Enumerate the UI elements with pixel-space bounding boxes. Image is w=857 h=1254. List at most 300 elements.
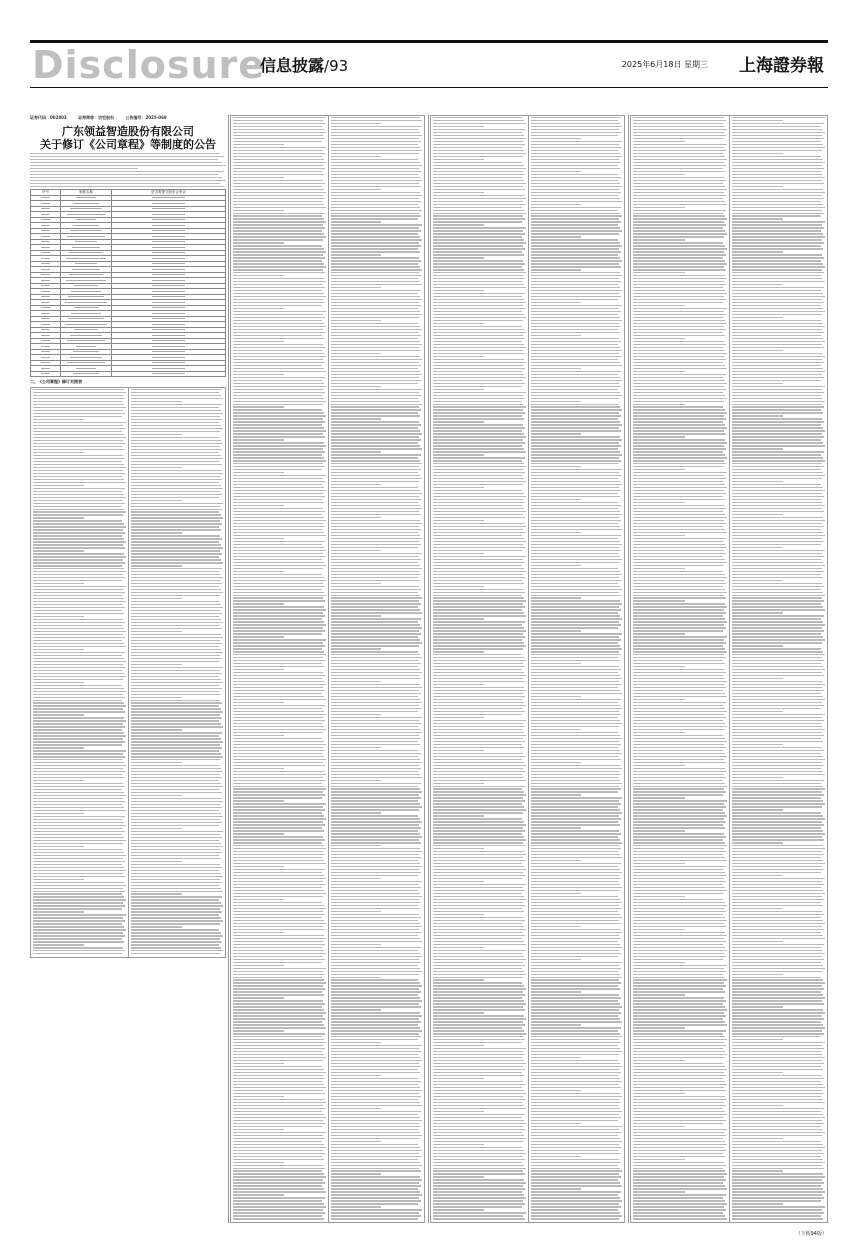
text-line <box>433 520 484 521</box>
text-line <box>233 953 326 954</box>
text-line <box>131 759 220 760</box>
text-line <box>633 711 727 712</box>
text-line <box>633 1156 725 1157</box>
text-line <box>732 150 822 151</box>
text-line <box>331 1206 381 1207</box>
text-line <box>531 421 621 422</box>
text-line <box>531 1209 619 1210</box>
text-line <box>331 132 421 133</box>
text-line <box>33 780 84 781</box>
text-line <box>433 162 522 163</box>
text-line <box>131 840 219 841</box>
text-line <box>233 398 324 399</box>
text-line <box>233 791 323 792</box>
text-line <box>331 129 419 130</box>
text-line <box>433 266 522 267</box>
text-line <box>33 786 125 787</box>
text-line <box>131 801 223 802</box>
text-line <box>531 448 619 449</box>
text-line <box>33 482 126 483</box>
text-line <box>633 1176 724 1177</box>
text-line <box>233 1168 325 1169</box>
text-line <box>331 1159 419 1160</box>
text-line <box>633 359 726 360</box>
text-line <box>331 1063 420 1064</box>
text-line <box>531 117 622 118</box>
text-line <box>732 708 821 709</box>
text-line <box>331 1150 423 1151</box>
text-line <box>33 702 124 703</box>
text-line <box>732 436 824 437</box>
text-line <box>30 183 220 184</box>
text-line <box>233 1018 325 1019</box>
text-line <box>433 490 522 491</box>
text-line <box>732 1009 823 1010</box>
text-line <box>233 1153 325 1154</box>
text-line <box>433 201 523 202</box>
text-line <box>633 383 727 384</box>
text-line <box>531 389 619 390</box>
text-line <box>531 1153 621 1154</box>
text-line <box>633 971 726 972</box>
text-line <box>433 538 524 539</box>
text-line <box>531 920 620 921</box>
text-line <box>233 884 325 885</box>
text-line <box>732 302 824 303</box>
text-line <box>131 461 220 462</box>
text-line <box>233 347 325 348</box>
text-line <box>331 645 420 646</box>
text-line <box>531 311 622 312</box>
text-line <box>633 938 724 939</box>
text-line <box>331 1045 423 1046</box>
text-line <box>732 869 824 870</box>
text-line <box>331 424 422 425</box>
text-line <box>433 642 524 643</box>
text-line <box>531 1105 619 1106</box>
text-line <box>633 1054 727 1055</box>
text-line <box>531 827 581 828</box>
text-line <box>331 1141 381 1142</box>
text-line <box>331 627 423 628</box>
text-line <box>633 985 726 986</box>
text-line <box>732 794 824 795</box>
text-line <box>531 577 620 578</box>
text-line <box>233 851 323 852</box>
text-line <box>633 762 726 763</box>
page-number: /93 <box>324 57 349 75</box>
text-line <box>531 669 622 670</box>
text-line <box>433 777 524 778</box>
text-line <box>131 774 220 775</box>
text-line <box>233 675 325 676</box>
text-line <box>531 1081 623 1082</box>
text-line <box>33 697 125 698</box>
text-line <box>331 1144 419 1145</box>
text-line <box>131 843 221 844</box>
text-line <box>331 1012 421 1013</box>
text-line <box>331 323 419 324</box>
text-line <box>531 994 620 995</box>
text-line <box>732 1057 825 1058</box>
text-line <box>633 1111 725 1112</box>
text-line <box>531 1147 622 1148</box>
text-line <box>233 1000 323 1001</box>
text-line <box>633 409 725 410</box>
original-column <box>631 116 729 1222</box>
text-line <box>732 1000 822 1001</box>
text-line <box>331 123 381 124</box>
text-line <box>331 1087 421 1088</box>
text-line <box>732 123 824 124</box>
text-line <box>131 452 219 453</box>
text-line <box>732 466 824 467</box>
text-line <box>433 359 524 360</box>
text-line <box>433 1206 522 1207</box>
text-line <box>732 866 822 867</box>
text-line <box>433 836 524 837</box>
text-line <box>732 923 825 924</box>
text-line <box>433 872 523 873</box>
text-line <box>233 213 325 214</box>
text-line <box>531 210 619 211</box>
text-line <box>233 1102 326 1103</box>
text-line <box>433 681 525 682</box>
text-line <box>233 974 325 975</box>
text-line <box>531 714 622 715</box>
text-line <box>433 869 526 870</box>
text-line <box>732 165 822 166</box>
text-line <box>33 837 124 838</box>
text-line <box>233 991 322 992</box>
text-line <box>633 636 727 637</box>
text-line <box>732 284 783 285</box>
text-line <box>131 685 220 686</box>
text-line <box>331 953 421 954</box>
text-line <box>433 1075 524 1076</box>
text-line <box>233 257 325 258</box>
text-line <box>131 798 221 799</box>
text-line <box>331 1096 422 1097</box>
text-line <box>33 523 124 524</box>
text-line <box>33 389 124 390</box>
text-line <box>233 120 323 121</box>
text-line <box>531 245 623 246</box>
text-line <box>331 165 423 166</box>
text-line <box>331 687 423 688</box>
text-line <box>331 1185 422 1186</box>
text-line <box>331 827 422 828</box>
text-line <box>633 305 685 306</box>
text-line <box>33 738 123 739</box>
text-line <box>732 129 823 130</box>
text-line <box>732 941 783 942</box>
text-line <box>331 1215 422 1216</box>
text-line <box>732 383 783 384</box>
text-line <box>531 741 620 742</box>
text-line <box>233 765 325 766</box>
text-line <box>331 971 423 972</box>
text-line <box>433 1194 524 1195</box>
text-line <box>633 535 685 536</box>
text-line <box>531 627 619 628</box>
text-line <box>433 988 526 989</box>
text-line <box>633 690 723 691</box>
text-line <box>33 777 124 778</box>
text-line <box>633 1194 726 1195</box>
text-line <box>331 651 419 652</box>
text-line <box>531 275 623 276</box>
text-line <box>331 314 423 315</box>
text-line <box>433 260 523 261</box>
text-line <box>531 538 619 539</box>
text-line <box>531 430 622 431</box>
text-line <box>732 842 783 843</box>
text-line <box>732 959 824 960</box>
text-line <box>732 454 821 455</box>
text-line <box>531 1090 581 1091</box>
text-line <box>33 891 125 892</box>
text-line <box>531 502 620 503</box>
text-line <box>33 628 124 629</box>
text-line <box>633 183 723 184</box>
text-line <box>233 180 323 181</box>
text-line <box>732 463 822 464</box>
text-line <box>33 849 122 850</box>
text-line <box>531 771 620 772</box>
text-line <box>433 977 523 978</box>
text-line <box>531 1111 623 1112</box>
text-line <box>233 517 324 518</box>
text-line <box>131 837 222 838</box>
text-line <box>433 809 526 810</box>
text-line <box>732 920 823 921</box>
text-line <box>531 356 622 357</box>
text-line <box>732 362 824 363</box>
text-line <box>732 401 825 402</box>
text-line <box>732 1114 823 1115</box>
text-line <box>433 1153 526 1154</box>
text-line <box>732 726 823 727</box>
text-line <box>732 398 823 399</box>
text-line <box>331 266 421 267</box>
text-line <box>331 553 423 554</box>
text-line <box>732 729 825 730</box>
text-line <box>233 893 326 894</box>
text-line <box>633 1135 726 1136</box>
text-line <box>233 514 322 515</box>
text-line <box>732 347 824 348</box>
text-line <box>233 830 324 831</box>
text-line <box>633 648 725 649</box>
text-line <box>33 694 123 695</box>
text-line <box>633 896 685 897</box>
text-line <box>531 281 622 282</box>
text-line <box>633 574 725 575</box>
text-line <box>433 204 525 205</box>
text-line <box>33 419 84 420</box>
text-line <box>331 1078 420 1079</box>
text-line <box>131 705 219 706</box>
text-line <box>531 1168 621 1169</box>
text-line <box>531 911 619 912</box>
text-line <box>331 278 419 279</box>
text-line <box>433 950 525 951</box>
text-line <box>233 988 325 989</box>
text-line <box>531 526 621 527</box>
text-line <box>633 317 723 318</box>
text-line <box>633 177 724 178</box>
text-line <box>331 248 419 249</box>
text-line <box>331 412 419 413</box>
text-line <box>131 658 222 659</box>
text-line <box>531 1191 622 1192</box>
text-line <box>732 735 824 736</box>
text-line <box>633 1162 724 1163</box>
text-line <box>233 445 326 446</box>
text-line <box>633 1191 685 1192</box>
text-line <box>331 490 421 491</box>
text-line <box>633 780 723 781</box>
text-line <box>732 156 821 157</box>
text-line <box>433 356 484 357</box>
text-line <box>331 705 420 706</box>
text-line <box>233 192 326 193</box>
text-line <box>131 514 221 515</box>
text-line <box>732 1173 823 1174</box>
text-line <box>633 738 725 739</box>
text-line <box>633 791 726 792</box>
text-line <box>131 870 219 871</box>
text-line <box>331 415 421 416</box>
text-line <box>433 386 522 387</box>
text-line <box>233 436 325 437</box>
text-line <box>331 269 423 270</box>
text-line <box>233 508 323 509</box>
text-line <box>633 783 725 784</box>
text-line <box>531 851 619 852</box>
text-line <box>732 720 824 721</box>
text-line <box>331 389 423 390</box>
text-line <box>531 794 581 795</box>
text-line <box>531 612 619 613</box>
text-line <box>531 287 621 288</box>
text-line <box>233 771 324 772</box>
text-line <box>233 239 323 240</box>
text-line <box>331 320 381 321</box>
text-line <box>433 938 522 939</box>
text-line <box>233 1197 325 1198</box>
text-line <box>633 684 724 685</box>
text-line <box>33 708 123 709</box>
text-line <box>233 404 323 405</box>
text-line <box>433 1099 525 1100</box>
text-line <box>633 517 727 518</box>
text-line <box>433 953 522 954</box>
text-line <box>331 481 420 482</box>
text-line <box>331 1051 422 1052</box>
text-line <box>33 509 124 510</box>
text-line <box>131 470 221 471</box>
text-line <box>131 494 222 495</box>
text-line <box>732 592 823 593</box>
text-line <box>732 275 821 276</box>
text-line <box>233 574 322 575</box>
text-line <box>531 1120 619 1121</box>
text-line <box>233 1006 322 1007</box>
text-line <box>33 458 125 459</box>
text-line <box>433 144 525 145</box>
text-line <box>331 210 423 211</box>
text-line <box>33 607 125 608</box>
text-line <box>531 711 620 712</box>
text-line <box>233 1132 326 1133</box>
text-line <box>633 1215 725 1216</box>
text-line <box>531 893 581 894</box>
text-line <box>633 1132 724 1133</box>
text-line <box>633 860 727 861</box>
text-line <box>732 756 823 757</box>
text-line <box>633 371 685 372</box>
text-line <box>233 1212 325 1213</box>
text-line <box>633 818 724 819</box>
text-line <box>633 362 723 363</box>
text-line <box>633 777 726 778</box>
text-line <box>633 338 685 339</box>
text-line <box>531 568 619 569</box>
text-line <box>233 248 324 249</box>
text-line <box>233 138 325 139</box>
text-line <box>33 514 123 515</box>
text-line <box>732 404 822 405</box>
text-line <box>732 1135 822 1136</box>
text-line <box>233 738 322 739</box>
text-line <box>131 735 219 736</box>
text-line <box>233 651 324 652</box>
text-line <box>531 553 619 554</box>
text-line <box>732 1197 824 1198</box>
text-line <box>233 129 324 130</box>
text-line <box>233 308 284 309</box>
text-line <box>33 810 126 811</box>
text-line <box>732 559 821 560</box>
text-line <box>433 750 484 751</box>
text-line <box>233 1033 325 1034</box>
revised-column <box>128 388 225 957</box>
text-line <box>233 401 326 402</box>
text-line <box>433 917 523 918</box>
text-line <box>732 335 821 336</box>
text-line <box>433 612 524 613</box>
text-line <box>131 497 219 498</box>
text-line <box>33 801 125 802</box>
text-line <box>531 639 622 640</box>
text-line <box>531 129 620 130</box>
text-line <box>433 362 526 363</box>
text-line <box>331 600 420 601</box>
text-line <box>433 645 526 646</box>
text-line <box>331 141 422 142</box>
text-line <box>33 899 126 900</box>
text-line <box>233 168 325 169</box>
text-line <box>732 230 821 231</box>
text-line <box>633 284 726 285</box>
text-line <box>33 595 122 596</box>
text-line <box>433 153 526 154</box>
text-line <box>531 144 620 145</box>
text-line <box>33 506 122 507</box>
text-line <box>433 947 484 948</box>
